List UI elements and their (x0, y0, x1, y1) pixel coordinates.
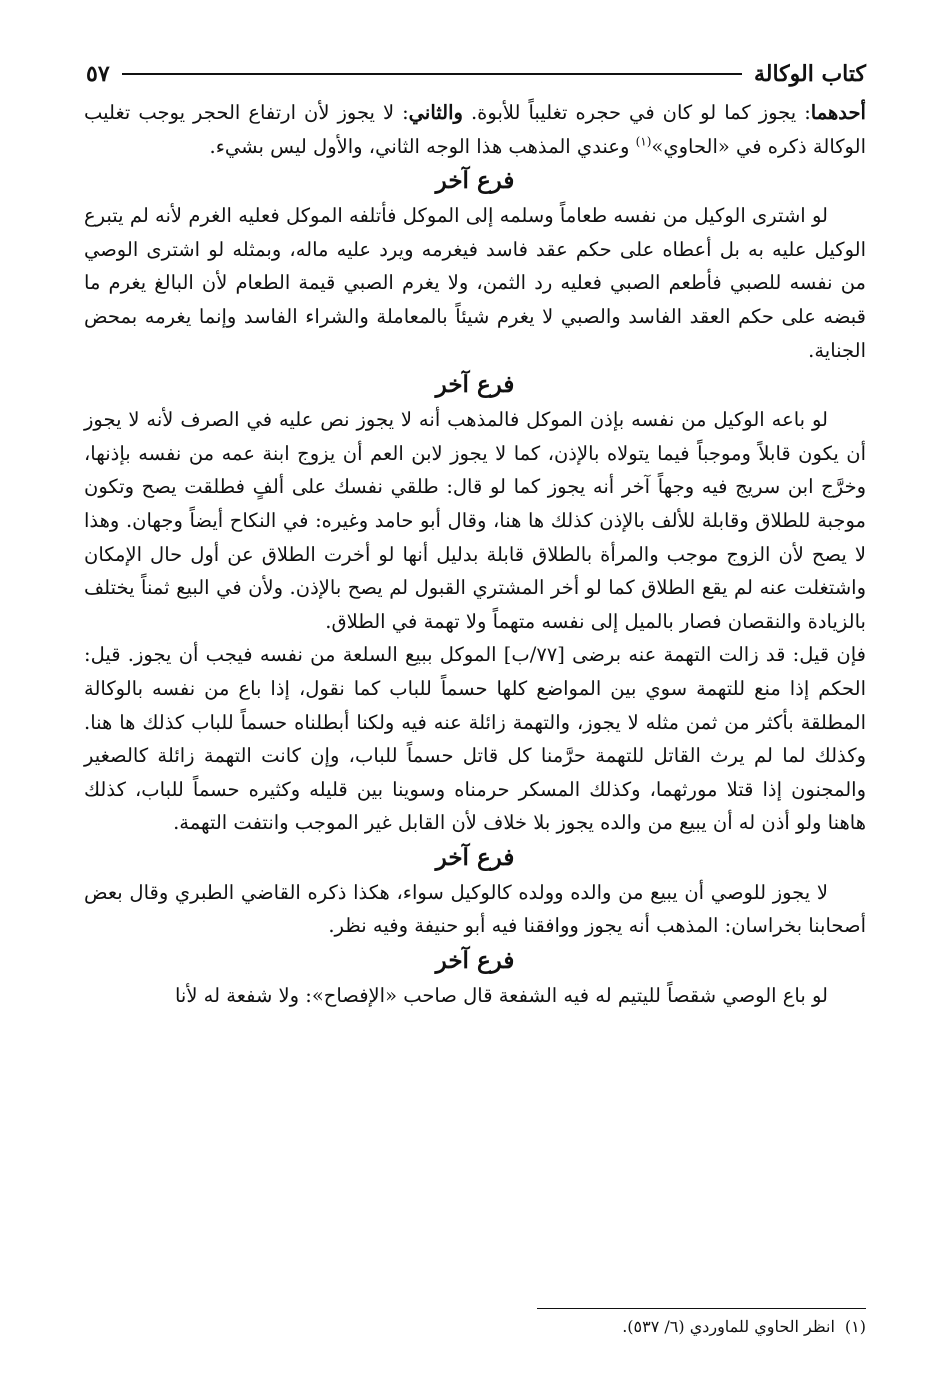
section-heading-2: فرع آخر (435, 371, 515, 399)
paragraph-1 (84, 96, 866, 163)
footnote-number: (١) (844, 1317, 866, 1336)
lead-first: أحدهما (810, 101, 866, 124)
paragraph-1-text-c: وعندي المذهب هذا الوجه الثاني، والأول ليس بشيء. (209, 134, 636, 158)
page-number: ٥٧ (86, 61, 110, 87)
paragraph-1-text-a: : يجوز كما لو كان في حجره تغليباً للأبوة. (462, 101, 811, 124)
paragraph-5: لا يجوز للوصي أن يبيع من والده وولده كالوكيل سواء، هكذا ذكره القاضي الطبري وقال بعض أصحابنا بخراسان: المذهب أنه يجوز ووافقنا فيه أبو حنيفة وفيه نظر. (84, 880, 866, 938)
page-body (84, 96, 866, 1013)
lead-second: والثاني (408, 101, 463, 124)
paragraph-3: لو باعه الوكيل من نفسه بإذن الموكل فالمذهب أنه لا يجوز نص عليه في الصرف لأنه لا يجوز أن يكون قابلاً وموجباً فيما يتولاه بالإذن، كما لا يجوز لابن العم أن يزوج ابنة عمه من نفسه بإذنها، وخرَّج ابن سريج فيه وجهاً آخر أنه يجوز كما لو قال: طلقي نفسك على ألفٍ فطلقت يصح وتكون موجبة للطلاق وقابلة للألف بالإذن كذلك ها هنا، وقال أبو حامد وغيره: في النكاح أيضاً وجهان. وهذا لا يصح لأن الزوج موجب والمرأة بالطلاق قابلة بدليل أنها لو أخرت الطلاق عن أول حال الإمكان واشتغلت عنه لم يقع الطلاق كما لو أخر المشتري القبول لم يصح بالإذن. ولأن في البيع ثمناً يختلف بالزيادة والنقصان فصار بالميل إلى نفسه متهماً ولا تهمة في الطلاق. (84, 408, 866, 633)
paragraph-6: لو باع الوصي شقصاً لليتيم له فيه الشفعة قال صاحب «الإفصاح»: ولا شفعة له لأنا (174, 984, 828, 1008)
section-heading-3: فرع آخر (435, 843, 515, 871)
running-title: كتاب الوكالة (753, 61, 866, 87)
paragraph-1-text-b: : لا يجوز لأن ارتفاع الحجر يوجب تغليب الوكالة ذكره في «الحاوي» (84, 101, 866, 158)
paragraph-4: فإن قيل: قد زالت التهمة عنه برضى [٧٧/ب] الموكل ببيع السلعة من نفسه فيجب أن يجوز. قيل: الحكم إذا منع للتهمة سوي بين المواضع كلها حسماً للباب كما نقول، إذا باع من نفسه بالوكالة المطلقة بأكثر من ثمن مثله لا يجوز، والتهمة زائلة عنه فيه ولكنا أبطلناه حسماً للباب كذلك ها هنا. وكذلك لما لم يرث القاتل للتهمة حرَّمنا كل قاتل حسماً للباب، وإن كانت التهمة زائلة كالصغير والمجنون إذا قتلا مورثهما، وكذلك المسكر حرمناه وسوينا بين قليله وكثيره حسماً للباب، كذلك هاهنا ولو أذن له أن يبيع من والده يجوز بلا خلاف لأن القابل غير الموجب وانتفت التهمة. (84, 643, 866, 835)
section-heading-4: فرع آخر (435, 947, 515, 975)
header-rule (122, 73, 742, 75)
footnote-text: انظر الحاوي للماوردي (٦/ ٥٣٧). (622, 1317, 835, 1336)
footnote (84, 1314, 866, 1340)
footnote-rule (537, 1308, 866, 1309)
section-heading-1: فرع آخر (435, 167, 515, 195)
page-header (86, 54, 866, 94)
paragraph-2: لو اشترى الوكيل من نفسه طعاماً وسلمه إلى الموكل فأتلفه الموكل فعليه الغرم لأنه لم يتبرع الوكيل عليه به بل أعطاه على حكم عقد فاسد فيغرمه ويرد عليه ماله، وبمثله لو اشترى الوصي من نفسه للصبي فأطعم الصبي فعليه رد الثمن، ولا يغرم الصبي قيمة الطعام لأن البالغ يغرم ما قبضه على حكم العقد الفاسد والصبي لا يغرم شيئاً بالمعاملة والشراء الفاسد وإنما يغرمه بمحض الجناية. (84, 204, 866, 362)
footnote-ref: (١) (635, 134, 652, 149)
